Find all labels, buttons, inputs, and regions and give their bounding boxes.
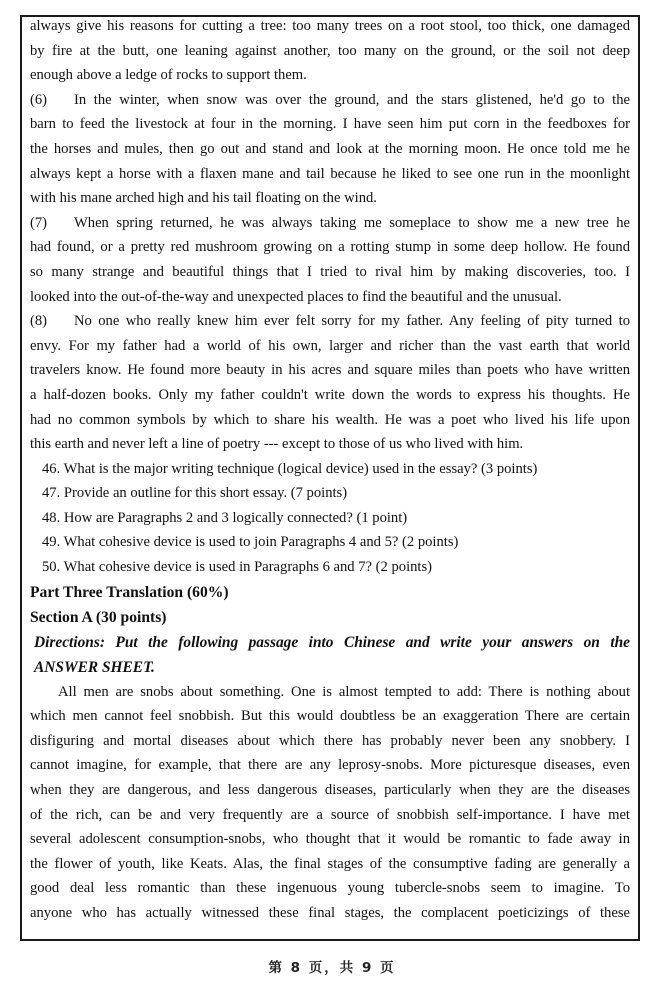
- directions-line: ANSWER SHEET.: [34, 658, 155, 676]
- text-line: always give his reasons for cutting a tree: too many trees on a root stool, too thick, one damaged: [30, 18, 630, 34]
- text-line: cannot imagine, for example, that there are any leprosy-snobs. More picturesque diseases, even: [30, 757, 630, 774]
- paragraph-8: [30, 309, 630, 457]
- question-50: 50. What cohesive device is used in Paragraphs 6 and 7? (2 points): [42, 559, 433, 576]
- text-line: of the rich, can be and very frequently are a source of snobbish self-importance. I have met: [30, 806, 630, 823]
- paragraph-number: (8): [30, 313, 48, 330]
- text-line: envy. For my father had a world of his own, larger and richer than the vast earth that world: [30, 337, 630, 354]
- text-line: enough above a ledge of rocks to support them.: [30, 67, 307, 84]
- text-line: when they are dangerous, and less dangerous diseases, particularly when they are the diseases: [30, 782, 630, 799]
- text-line: disfiguring and mortal diseases about which there has probably never been any snobbery. I: [30, 732, 630, 749]
- text-line: a half-dozen books. Only my father couldn't write down the words to express his thoughts. He: [30, 386, 630, 403]
- text-line: looked into the out-of-the-way and unexpected places to find the beautiful and the unusual.: [30, 288, 562, 305]
- question-48: 48. How are Paragraphs 2 and 3 logically connected? (1 point): [42, 509, 408, 526]
- passage-continued: [30, 14, 630, 88]
- paragraph-number: (6): [30, 91, 48, 108]
- page-content: [30, 14, 630, 926]
- page-number-footer: 第 8 页，共 9 页: [268, 960, 396, 976]
- text-line: good deal less romantic than these ingenuous young tubercle-snobs seem to imagine. To: [30, 880, 630, 897]
- paragraph-7: [30, 211, 630, 309]
- translation-passage: [30, 680, 630, 926]
- text-line: travelers know. He found more beauty in his acres and square miles than poets who have written: [30, 362, 630, 379]
- text-line: the flower of youth, like Keats. Alas, the final stages of the consumptive fading are generally a: [30, 855, 630, 872]
- text-line: anyone who has actually witnessed these final stages, the complacent poeticizings of these: [30, 905, 630, 921]
- question-list: [30, 457, 630, 580]
- question-47: 47. Provide an outline for this short essay. (7 points): [42, 485, 348, 502]
- text-line: by fire at the butt, one leaning against another, too many on the ground, or the soil not deep: [30, 42, 630, 59]
- paragraph-6: [30, 88, 630, 211]
- text-line: always kept a horse with a flaxen mane and tail because he liked to see one run in the moonlight: [30, 165, 630, 182]
- text-line: several adolescent consumption-snobs, who thought that it would be romantic to fade away in: [30, 831, 630, 848]
- section-heading: Section A (30 points): [30, 608, 167, 626]
- text-line: In the winter, when snow was over the ground, and the stars glistened, he'd go to the: [74, 91, 630, 108]
- text-line: so many strange and beautiful things that I tried to rival him by making discoveries, too. I: [30, 263, 630, 280]
- text-line: with his mane arched high and his tail floating on the wind.: [30, 190, 377, 207]
- text-line: No one who really knew him ever felt sorry for my father. Any feeling of pity turned to: [74, 313, 630, 330]
- text-line: All men are snobs about something. One is almost tempted to add: There is nothing about: [58, 683, 630, 700]
- part-heading: Part Three Translation (60%): [30, 583, 229, 601]
- text-line: barn to feed the livestock at four in the morning. I have seen him put corn in the feedboxes for: [30, 116, 630, 133]
- question-49: 49. What cohesive device is used to join Paragraphs 4 and 5? (2 points): [42, 534, 459, 551]
- paragraph-number: (7): [30, 214, 48, 231]
- question-46: 46. What is the major writing technique (logical device) used in the essay? (3 points): [42, 460, 538, 477]
- text-line: the horses and mules, then go out and stand and look at the morning moon. He once told me he: [30, 140, 630, 157]
- directions: [30, 630, 630, 680]
- text-line: which men cannot feel snobbish. But this would doubtless be an exaggeration There are certain: [30, 708, 630, 725]
- text-line: had found, or a pretty red mushroom growing on a rotting stump in some deep hollow. He found: [30, 239, 630, 256]
- directions-line: Directions: Put the following passage into Chinese and write your answers on the: [34, 633, 630, 651]
- text-line: had no common symbols by which to share his wealth. He was a poet who lived his life upon: [30, 411, 630, 428]
- text-line: When spring returned, he was always taking me someplace to show me a new tree he: [74, 214, 630, 231]
- text-line: this earth and never left a line of poetry --- except to those of us who lived with him.: [30, 436, 524, 453]
